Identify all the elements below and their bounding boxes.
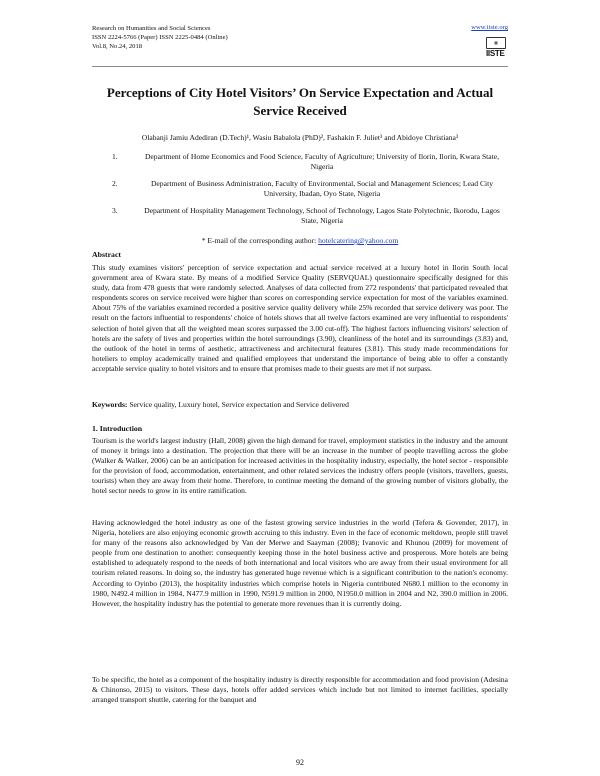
journal-header [92,24,228,51]
affiliation-item: 2. Department of Business Administration, Faculty of Environmental, Social and Management Sciences; Lead City University, Ibadan, Oyo State, Nigeria [112,179,494,198]
email-link[interactable]: hotelcatering@yahoo.com [318,236,399,245]
author-list: Olabanji Jamiu Adediran (D.Tech)¹, Wasiu Babalola (PhD)², Fashakin F. Juliet³ and Abidoye Christiana³ [141,133,459,142]
issn-line: ISSN 2224-5766 (Paper) ISSN 2225-0484 (Online) [92,34,228,41]
abstract-text: This study examines visitors' perception of service expectation and actual service received at a luxury hotel in Ilorin South local government area of Kwara state. By means of a modified Service Quality (SERVQUAL) questionnaire specifically designed for this study, data from 478 guests that were randomly selected. Analyses of data collected from 272 respondents' that participated revealed that respondents scores on service received were higher than scores on corresponding service expectation for most of the variables examined. About 75% of the variables examined recorded a positive service quality delivery while 25% recorded that service delivery was poor. The result on the factors influential to respondents' choice of hotels shows that all twelve factors examined are very influential to respondents' selection of hotel given that all the weighted mean scores surpassed the 3.00 cut-off). The highest factors influencing visitors' selection of hotels are the safety of lives and properties within the hotel surroundings (3.90), cleanliness of the hotel and its surroundings (3.83) and, the outlook of the hotel in terms of aesthetic, attractiveness and architectural features (3.81). This study made recommendations for hoteliers to employ academically trained and qualified employees that understand the importance of being able to offer a constantly acceptable service quality to hotel visitors and to ensure that promises made to their guests are met if not surpass. [92,263,508,373]
page-number: 92 [296,758,304,767]
journal-url-link[interactable]: www.iiste.org [471,24,508,31]
paper-title: Perceptions of City Hotel Visitors’ On Service Expectation and Actual Service Received [106,85,494,118]
logo-badge-icon: ▦ [486,37,506,49]
journal-name: Research on Humanities and Social Sciences [92,25,211,32]
intro-paragraph-1: Tourism is the world's largest industry (Hall, 2008) given the high demand for travel, employment statistics in the industry and the amount of money it brings into a destination. The projection that there will be an increase in the number of people travelling across the globe (Walker & Walker, 2006) can be an anticipation for increased activities in the hospitality industry, especially, the hotel sector - responsible for the provision of food, accommodation, entertainment, and other related services the industry offers people (visitors, travellers, guests, tourists) when they are away from their home. Therefore, to continue meeting the demand of the growing number of visitors globally, the hotel sector needs to grow in its entire ramification. [92,436,508,496]
keywords-line: Keywords: Service quality, Luxury hotel, Service expectation and Service delivered [92,400,349,409]
header-divider [92,66,508,67]
affiliation-item: 3. Department of Hospitality Management Technology, School of Technology, Lagos State Polytechnic, Ikorodu, Lagos State, Nigeria [112,206,500,225]
intro-paragraph-2: Having acknowledged the hotel industry as one of the fastest growing service industries in the world (Tefera & Govender, 2017), in Nigeria, hoteliers are also enjoying economic growth accruing to this industry. Even in the face of economic meltdown, people still travel for many of the reasons also acknowledged by Van der Merwe and Saayman (2008); Ivanovic and Khunou (2009) for movement of people from one destination to another: consequently keeping those in the hotel business active and prosperous. More hotels are being established to adequately respond to the needs of both international and local visitors who are away from their usual environment for all tourism related reasons. In doing so, the industry has generated huge revenue which is a significant contribution to the nation's economy. According to Oyinbo (2013), the hospitality industries which comprise hotels in Nigeria contributed N680.1 million to the economy in 1980, N492.4 million in 1984, N477.9 million in 1990, N591.9 million in 2000, N1950.0 million in 2004 and N2, 390.0 million in 2006. However, the hospitality industry has the potential to generate more revenues than it is currently doing. [92,518,508,608]
introduction-heading: 1. Introduction [92,424,143,433]
logo-text: IISTE [486,49,505,58]
iiste-logo [486,37,504,61]
affiliation-item: 1. Department of Home Economics and Food Science, Faculty of Agriculture; University of Ilorin, Ilorin, Kwara State, Nigeria [112,152,500,171]
abstract-heading: Abstract [92,250,122,259]
affiliation-list [92,152,508,233]
intro-paragraph-3: To be specific, the hotel as a component of the hospitality industry is directly responsible for accommodation and food provision (Adesina & Chinonso, 2015) to visitors. These days, hotels offer added services which include but not limited to internet facilities, specially arranged transport shuttle, catering for the banquet and [92,675,508,705]
volume-line: Vol.8, No.24, 2018 [92,43,143,50]
corresponding-email: * E-mail of the corresponding author: hotelcatering@yahoo.com [201,236,399,245]
